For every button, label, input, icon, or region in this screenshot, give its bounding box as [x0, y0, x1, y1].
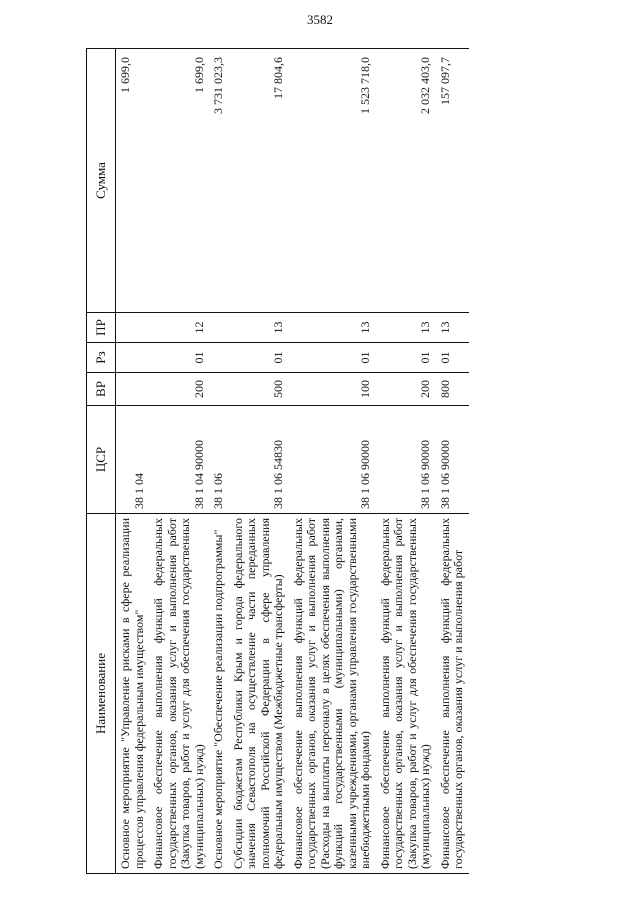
- table-header-row: [87, 49, 116, 874]
- header-rz: Рз: [87, 343, 116, 373]
- row-name: Основное мероприятие "Управление рисками в сфере реализации процессов управления федеральным имуществом": [116, 514, 150, 874]
- table-row: [149, 49, 209, 874]
- table-row: [209, 49, 229, 874]
- row-vr: 200: [376, 373, 436, 406]
- row-rz: [116, 343, 150, 373]
- header-pr: ПР: [87, 313, 116, 343]
- row-vr: 500: [229, 373, 289, 406]
- rotated-budget-table-container: [86, 49, 614, 874]
- row-rz: [209, 343, 229, 373]
- row-pr: 12: [149, 313, 209, 343]
- row-sum: 157 097,7: [436, 49, 469, 313]
- row-pr: 13: [436, 313, 469, 343]
- row-pr: [209, 313, 229, 343]
- row-csr: 38 1 06 90000: [436, 406, 469, 514]
- row-csr: 38 1 06 90000: [376, 406, 436, 514]
- row-sum: 3 731 023,3: [209, 49, 229, 313]
- header-name: Наименование: [87, 514, 116, 874]
- row-csr: 38 1 04 90000: [149, 406, 209, 514]
- row-rz: 01: [149, 343, 209, 373]
- row-name: Финансовое обеспечение выполнения функций федеральных государственных органов, оказания услуг и выполнения работ: [436, 514, 469, 874]
- row-rz: 01: [289, 343, 376, 373]
- table-row: [436, 49, 469, 874]
- row-vr: 800: [436, 373, 469, 406]
- row-sum: 1 699,0: [149, 49, 209, 313]
- table-row: [289, 49, 376, 874]
- row-vr: 200: [149, 373, 209, 406]
- header-csr: ЦСР: [87, 406, 116, 514]
- row-sum: 1 699,0: [116, 49, 150, 313]
- table-row: [229, 49, 289, 874]
- row-sum: 17 804,6: [229, 49, 289, 313]
- row-name: Финансовое обеспечение выполнения функций федеральных государственных органов, оказания услуг и выполнения работ (Закупка товаров, работ и услуг для обеспечения государственных (муниципальных) нужд): [149, 514, 209, 874]
- budget-table: [86, 48, 469, 874]
- header-sum: Сумма: [87, 49, 116, 313]
- row-name: Финансовое обеспечение выполнения функций федеральных государственных органов, оказания услуг и выполнения работ (Закупка товаров, работ и услуг для обеспечения государственных (муниципальных) нужд): [376, 514, 436, 874]
- row-csr: 38 1 06: [209, 406, 229, 514]
- row-csr: 38 1 04: [116, 406, 150, 514]
- row-vr: [209, 373, 229, 406]
- row-vr: 100: [289, 373, 376, 406]
- row-sum: 1 523 718,0: [289, 49, 376, 313]
- row-pr: 13: [229, 313, 289, 343]
- row-name: Финансовое обеспечение выполнения функций федеральных государственных органов, оказания услуг и выполнения работ (Расходы на выплаты персоналу в целях обеспечения выполнения функций государственными (муниципальными) органами, казенными учреждениями, органами управления государственными внебюджетными фондами): [289, 514, 376, 874]
- row-pr: [116, 313, 150, 343]
- header-vr: ВР: [87, 373, 116, 406]
- row-rz: 01: [376, 343, 436, 373]
- row-csr: 38 1 06 54830: [229, 406, 289, 514]
- row-sum: 2 032 403,0: [376, 49, 436, 313]
- row-vr: [116, 373, 150, 406]
- row-name: Основное мероприятие "Обеспечение реализации подпрограммы": [209, 514, 229, 874]
- row-pr: 13: [289, 313, 376, 343]
- table-row: [116, 49, 150, 874]
- row-csr: 38 1 06 90000: [289, 406, 376, 514]
- row-rz: 01: [229, 343, 289, 373]
- table-row: [376, 49, 436, 874]
- row-name: Субсидии бюджетам Республики Крым и города федерального значения Севастополя на осуществление части переданных полномочий Российской Федерации в сфере управления федеральным имуществом (Межбюджетные трансферты): [229, 514, 289, 874]
- row-rz: 01: [436, 343, 469, 373]
- row-pr: 13: [376, 313, 436, 343]
- page-number: 3582: [307, 12, 333, 27]
